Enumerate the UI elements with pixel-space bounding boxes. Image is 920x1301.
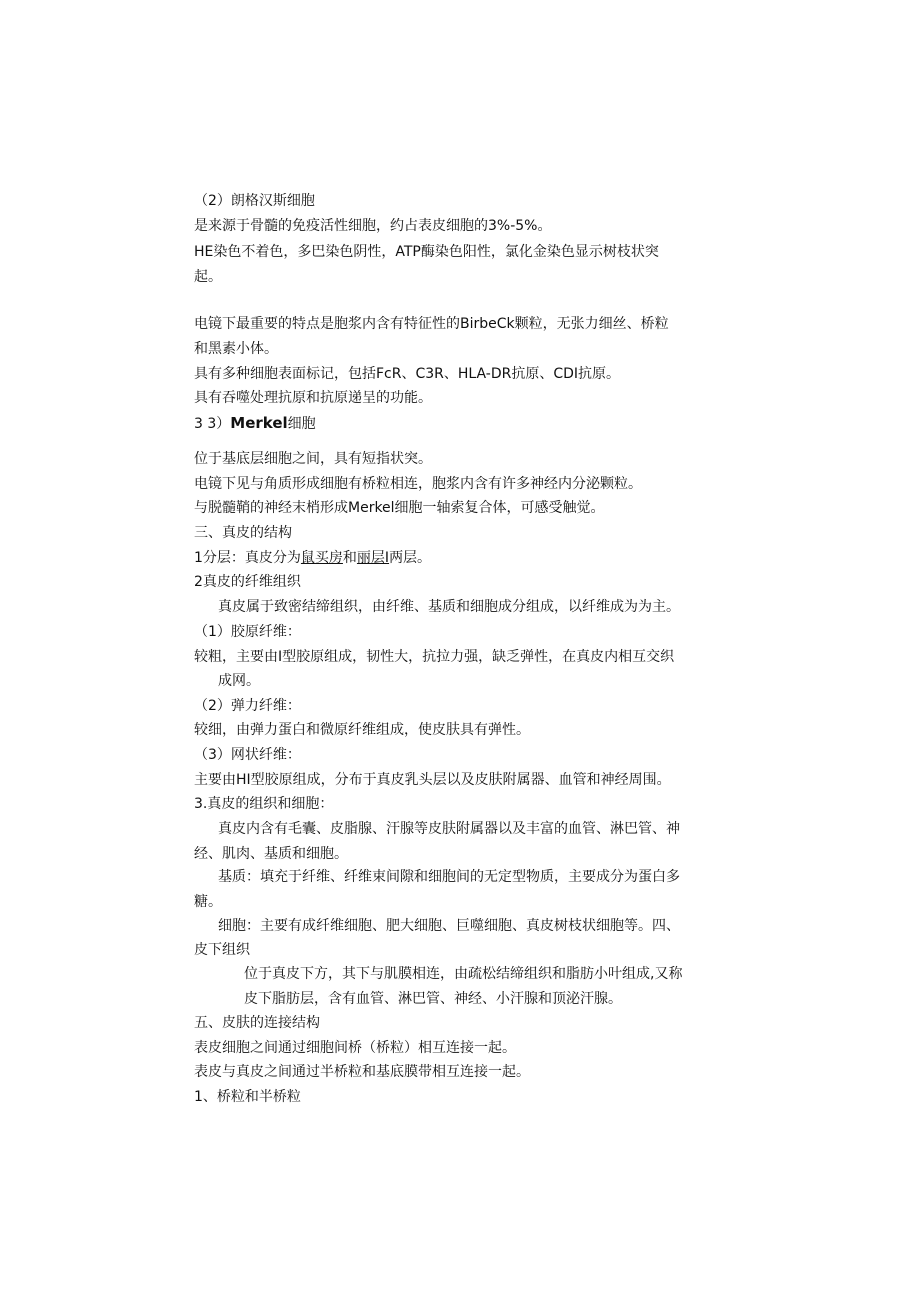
text-line: 位于真皮下方，其下与肌膜相连，由疏松结缔组织和脂肪小叶组成,又称	[244, 966, 683, 982]
heading-langerhans-cell: （2）朗格汉斯细胞	[194, 193, 315, 209]
heading-suffix: 细胞	[287, 416, 316, 432]
underlined-term: 丽层I	[356, 550, 390, 566]
subheading: （3）网状纤维：	[194, 747, 301, 763]
text-span: 两层。	[389, 550, 432, 566]
text-line: 和黑素小体。	[194, 341, 278, 357]
subheading: 3.真皮的组织和细胞：	[194, 796, 334, 812]
text-line: 成网。	[218, 673, 260, 689]
text-line: 具有吞噬处理抗原和抗原递呈的功能。	[194, 390, 432, 406]
section-heading-dermis: 三、真皮的结构	[194, 525, 292, 541]
subheading: 1、桥粒和半桥粒	[194, 1089, 301, 1105]
text-line: 起。	[194, 269, 222, 285]
text-line: 电镜下最重要的特点是胞浆内含有特征性的BirbeCk颗粒，无张力细丝、桥粒	[194, 316, 669, 332]
text-line: HE染色不着色，多巴染色阴性，ATP酶染色阳性，氯化金染色显示树枝状突	[194, 244, 659, 260]
text-line: 经、肌肉、基质和细胞。	[194, 846, 348, 862]
text-line: 皮下脂肪层，含有血管、淋巴管、神经、小汗腺和顶泌汗腺。	[244, 991, 622, 1007]
text-line: 基质：填充于纤维、纤维束间隙和细胞间的无定型物质，主要成分为蛋白多	[218, 869, 680, 885]
section-heading-junction: 五、皮肤的连接结构	[194, 1015, 320, 1031]
text-line: 真皮属于致密结缔组织，由纤维、基质和细胞成分组成，以纤维成为为主。	[218, 599, 680, 615]
heading-merkel-cell	[194, 414, 316, 433]
text-line: 电镜下见与角质形成细胞有桥粒相连，胞浆内含有许多神经内分泌颗粒。	[194, 476, 642, 492]
text-line: 表皮与真皮之间通过半桥粒和基底膜带相互连接一起。	[194, 1064, 530, 1080]
text-line: 较粗，主要由I型胶原组成，韧性大，抗拉力强，缺乏弹性，在真皮内相互交织	[194, 649, 675, 665]
subheading: （1）胶原纤维：	[194, 624, 301, 640]
text-span: 1分层：真皮分为	[194, 550, 301, 566]
text-line: 细胞：主要有成纤维细胞、肥大细胞、巨噬细胞、真皮树枝状细胞等。四、	[218, 918, 680, 934]
text-span: 和	[342, 550, 357, 566]
subheading: （2）弹力纤维：	[194, 698, 301, 714]
text-line: 与脱髓鞘的神经末梢形成Merkel细胞一轴索复合体，可感受触觉。	[194, 500, 605, 516]
heading-number: 3 3）	[194, 416, 231, 432]
underlined-term: 鼠买房	[300, 550, 343, 566]
text-line: 是来源于骨髓的免疫活性细胞，约占表皮细胞的3%-5%。	[194, 218, 552, 234]
text-line: 主要由HI型胶原组成，分布于真皮乳头层以及皮肤附属器、血管和神经周围。	[194, 772, 671, 788]
heading-merkel-term: Merkel	[230, 414, 288, 432]
text-line: 真皮内含有毛囊、皮脂腺、汗腺等皮肤附属器以及丰富的血管、淋巴管、神	[218, 821, 680, 837]
text-line: 较细，由弹力蛋白和微原纤维组成，使皮肤具有弹性。	[194, 722, 530, 738]
text-line: 位于基底层细胞之间，具有短指状突。	[194, 451, 432, 467]
text-line: 表皮细胞之间通过细胞间桥（桥粒）相互连接一起。	[194, 1040, 516, 1056]
text-line	[194, 549, 431, 567]
text-line: 糖。	[194, 894, 222, 910]
subheading: 2真皮的纤维组织	[194, 574, 301, 590]
section-heading-subcutis: 皮下组织	[194, 942, 250, 958]
text-line: 具有多种细胞表面标记，包括FcR、C3R、HLA-DR抗原、CDI抗原。	[194, 366, 621, 382]
